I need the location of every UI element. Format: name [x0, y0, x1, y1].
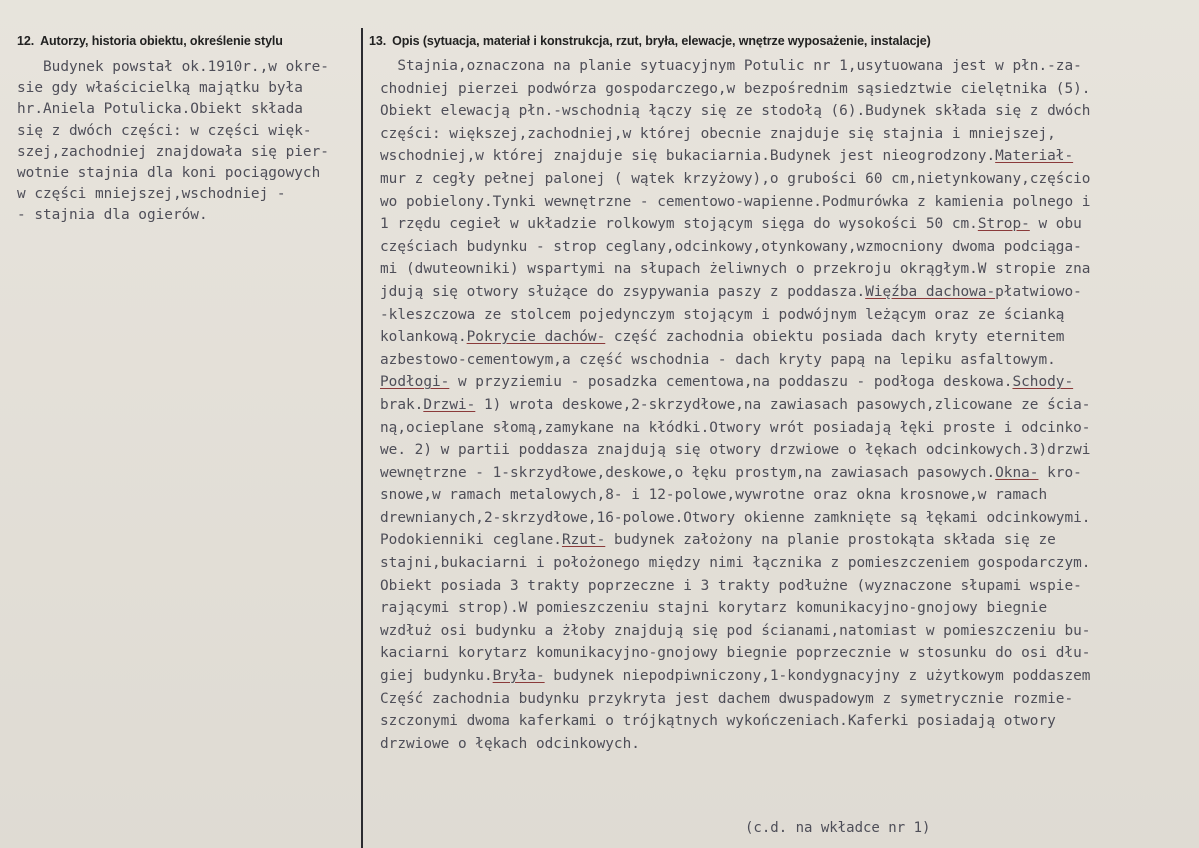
text-line — [380, 326, 1198, 349]
text-line — [380, 191, 1198, 214]
text-line — [380, 145, 1198, 168]
text-segment: część zachodnia obiektu posiada dach kryty eternitem — [605, 329, 1065, 346]
text-segment: chodniej pierzei podwórza gospodarczego,w bezpośrednim sąsiedztwie cielętnika (5). — [380, 80, 1091, 97]
underlined-heading: Więźba dachowa- — [865, 283, 996, 300]
text-line: wotnie stajnia dla koni pociągowych — [17, 165, 321, 182]
text-line — [380, 710, 1198, 733]
text-segment: Część zachodnia budynku przykryta jest dachem dwuspadowym z symetrycznie rozmie- — [380, 690, 1074, 707]
underlined-heading: Strop- — [977, 216, 1030, 233]
underlined-heading: Drzwi- — [423, 396, 476, 413]
text-line — [380, 620, 1198, 643]
text-segment: płatwiowo- — [995, 283, 1082, 300]
text-line — [380, 642, 1198, 665]
text-line — [380, 55, 1198, 78]
text-line — [380, 78, 1198, 101]
text-segment: częściach budynku - strop ceglany,odcinkowy,otynkowany,wzmocniony dwoma podciąga- — [380, 238, 1082, 255]
text-line: sie gdy właścicielką majątku była — [17, 80, 303, 97]
text-line — [380, 417, 1198, 440]
text-line — [380, 213, 1198, 236]
underlined-heading: Rzut- — [561, 532, 606, 549]
text-line — [380, 733, 1198, 756]
text-segment: w obu — [1029, 216, 1082, 233]
section-13-number: 13. — [369, 34, 387, 48]
text-segment: brak. — [380, 396, 424, 413]
text-segment: mi (dwuteowniki) wspartymi na słupach żeliwnych o przekroju okrągłym.W stropie zna — [380, 261, 1091, 278]
text-segment: giej budynku. — [380, 668, 493, 685]
text-line — [380, 507, 1198, 530]
text-line: się z dwóch części: w części więk- — [17, 122, 312, 139]
section-13-body — [380, 55, 1198, 755]
underlined-heading: Pokrycie dachów- — [466, 329, 606, 346]
section-12-body — [17, 57, 362, 227]
text-line — [380, 575, 1198, 598]
text-line — [380, 236, 1198, 259]
text-line — [380, 462, 1198, 485]
text-line — [380, 529, 1198, 552]
text-segment: budynek założony na planie prostokąta składa się ze — [605, 532, 1056, 549]
text-segment: wo pobielony.Tynki wewnętrzne - cementowo-wapienne.Podmurówka z kamienia polnego i — [380, 193, 1091, 210]
text-line — [380, 281, 1198, 304]
text-line: szej,zachodniej znajdowała się pier- — [17, 143, 329, 160]
text-segment: drewnianych,2-skrzydłowe,16-polowe.Otwory okienne zamknięte są łękami odcinkowymi. — [380, 509, 1091, 526]
text-segment: rającymi strop).W pomieszczeniu stajni korytarz komunikacyjno-gnojowy biegnie — [380, 600, 1048, 617]
text-segment: wzdłuż osi budynku a żłoby znajdują się pod ścianami,natomiast w pomieszczeniu bu- — [380, 622, 1091, 639]
text-line — [380, 304, 1198, 327]
text-line: w części mniejszej,wschodniej - — [17, 186, 286, 203]
text-line — [380, 258, 1198, 281]
text-segment: szczonymi dwoma kaferkami o trójkątnych wykończeniach.Kaferki posiadają otwory — [380, 713, 1056, 730]
section-12-title: Autorzy, historia obiektu, określenie stylu — [40, 34, 283, 48]
text-segment: kaciarni korytarz komunikacyjno-gnojowy biegnie poprzecznie w stosunku do osi dłu- — [380, 645, 1091, 662]
text-segment: snowe,w ramach metalowych,8- i 12-polowe,wywrotne oraz okna krosnowe,w ramach — [380, 487, 1048, 504]
text-line: Budynek powstał ok.1910r.,w okre- — [17, 59, 329, 75]
underlined-heading: Materiał- — [995, 148, 1074, 165]
text-segment: Obiekt posiada 3 trakty poprzeczne i 3 trakty podłużne (wyznaczone słupami wspie- — [380, 577, 1082, 594]
text-segment: części: większej,zachodniej,w której obecnie znajduje się stajnia i mniejszej, — [380, 125, 1056, 142]
text-segment: Stajnia,oznaczona na planie sytuacyjnym Potulic nr 1,usytuowana jest w płn.-za- — [380, 58, 1082, 74]
text-line: - stajnia dla ogierów. — [17, 207, 208, 224]
text-segment: kro- — [1038, 464, 1082, 481]
underlined-heading: Schody- — [1012, 374, 1074, 391]
text-segment: jdują się otwory służące do zsypywania paszy z poddasza. — [380, 283, 866, 300]
text-segment: budynek niepodpiwniczony,1-kondygnacyjny z użytkowym poddaszem — [544, 668, 1091, 685]
text-line — [380, 168, 1198, 191]
text-line: hr.Aniela Potulicka.Obiekt składa — [17, 101, 303, 118]
section-12-number: 12. — [17, 34, 35, 48]
section-13-title: Opis (sytuacja, materiał i konstrukcja, rzut, bryła, elewacje, wnętrze wyposażenie, instalacje) — [392, 34, 931, 48]
text-segment: ną,ocieplane słomą,zamykane na kłódki.Otwory wrót posiadają łęki proste i odcinko- — [380, 419, 1091, 436]
text-segment: -kleszczowa ze stolcem pojedynczym stojącym i podwójnym leżącym oraz ze ścianką — [380, 306, 1065, 323]
section-13-header — [369, 34, 931, 48]
underlined-heading: Okna- — [995, 464, 1039, 481]
text-segment: 1) wrota deskowe,2-skrzydłowe,na zawiasach pasowych,zlicowane ze ścia- — [475, 396, 1091, 413]
text-line — [380, 394, 1198, 417]
text-segment: azbestowo-cementowym,a część wschodnia - dach kryty papą na lepiku asfaltowym. — [380, 351, 1056, 368]
underlined-heading: Podłogi- — [380, 374, 450, 391]
text-segment: stajni,bukaciarni i położonego między nimi łącznika z pomieszczeniem gospodarczym. — [380, 555, 1091, 572]
underlined-heading: Bryła- — [492, 668, 545, 685]
text-line — [380, 484, 1198, 507]
text-line — [380, 665, 1198, 688]
text-line — [380, 688, 1198, 711]
text-line — [380, 552, 1198, 575]
text-line — [380, 349, 1198, 372]
text-segment: Obiekt elewacją płn.-wschodnią łączy się ze stodołą (6).Budynek składa się z dwóch — [380, 103, 1091, 120]
text-segment: kolankową. — [380, 329, 467, 346]
text-line — [380, 100, 1198, 123]
text-segment: Podokienniki ceglane. — [380, 532, 562, 549]
text-line — [380, 371, 1198, 394]
text-segment: wschodniej,w której znajduje się bukaciarnia.Budynek jest nieogrodzony. — [380, 148, 996, 165]
text-segment: w przyziemiu - posadzka cementowa,na poddaszu - podłoga deskowa. — [449, 374, 1013, 391]
text-segment: mur z cegły pełnej palonej ( wątek krzyżowy),o grubości 60 cm,nietynkowany,częścio — [380, 170, 1091, 187]
text-segment: wewnętrzne - 1-skrzydłowe,deskowe,o łęku prostym,na zawiasach pasowych. — [380, 464, 996, 481]
text-segment: 1 rzędu cegieł w układzie rolkowym stojącym sięga do wysokości 50 cm. — [380, 216, 978, 233]
text-segment: drzwiowe o łękach odcinkowych. — [380, 735, 640, 752]
text-segment: we. 2) w partii poddasza znajdują się otwory drzwiowe o łękach odcinkowych.3)drzwi — [380, 442, 1091, 459]
text-line — [380, 597, 1198, 620]
text-line — [380, 439, 1198, 462]
text-line — [380, 123, 1198, 146]
continuation-note: (c.d. na wkładce nr 1) — [745, 820, 931, 836]
section-12-header — [17, 34, 283, 48]
